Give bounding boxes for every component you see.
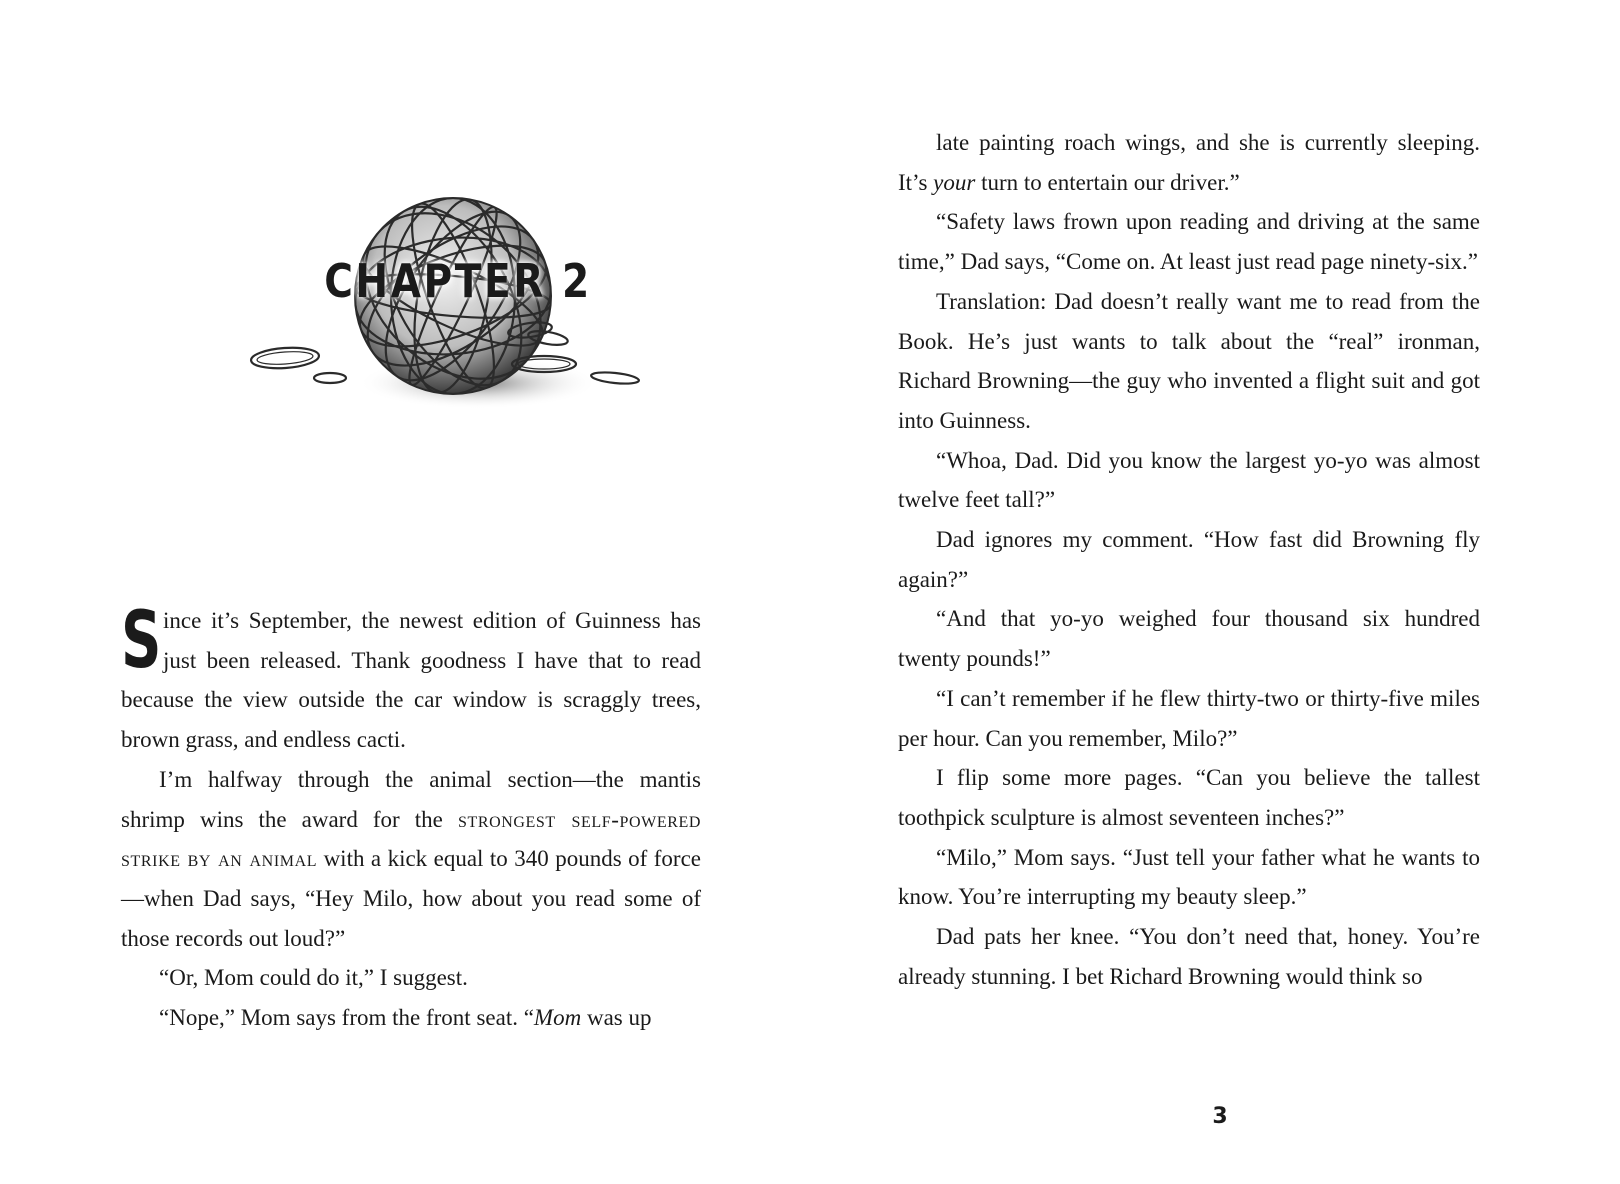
paragraph (121, 998, 701, 1038)
page-number: 3 (1212, 1104, 1228, 1129)
record-title: strongest self-powered strike by an animal (121, 806, 702, 872)
paragraph (121, 596, 701, 760)
chapter-header (248, 178, 668, 428)
paragraph: Translation: Dad doesn’t really want me to read from the Book. He’s just wants to talk about the “real” ironman, Richard Browning—the guy who invented a flight suit and got into Guinness. (898, 288, 1480, 433)
paragraph-text: “Or, Mom could do it,” I suggest. (159, 965, 468, 991)
paragraph (898, 123, 1480, 202)
paragraph: “I can’t remember if he flew thirty-two or thirty-five miles per hour. Can you remember, Milo?” (898, 685, 1480, 751)
right-page (810, 0, 1620, 1184)
drop-cap: S (121, 596, 162, 686)
paragraph: “Whoa, Dad. Did you know the largest yo-yo was almost twelve feet tall?” (898, 447, 1480, 513)
paragraph: Dad pats her knee. “You don’t need that, honey. You’re already stunning. I bet Richard Browning would think so (898, 924, 1480, 989)
paragraph (121, 760, 701, 959)
paragraph: Dad ignores my comment. “How fast did Browning fly again?” (898, 527, 1480, 592)
paragraph-text: I’m halfway through the animal section—the mantis shrimp wins the award for the (121, 766, 701, 832)
paragraph: “Safety laws frown upon reading and driving at the same time,” Dad says, “Come on. At least just read page ninety-six.” (898, 209, 1480, 275)
left-body-text (121, 596, 702, 1038)
paragraph-text: late painting roach wings, and she is currently sleeping. It’s (898, 130, 1480, 195)
right-body-text (898, 123, 1480, 996)
chapter-title: CHAPTER 2 (324, 254, 592, 308)
paragraph-text: with a kick equal to 340 pounds of force—when Dad says, “Hey Milo, how about you read some of those records out loud?” (121, 846, 701, 951)
paragraph-text: was up (581, 1005, 652, 1031)
paragraph: “And that yo-yo weighed four thousand six hundred twenty pounds!” (898, 606, 1480, 672)
paragraph-text: “Nope,” Mom says from the front seat. “ (159, 1005, 534, 1031)
emphasis: Mom (533, 1005, 582, 1031)
paragraph: I flip some more pages. “Can you believe the tallest toothpick sculpture is almost seventeen inches?” (898, 765, 1480, 830)
paragraph: “Milo,” Mom says. “Just tell your father what he wants to know. You’re interrupting my beauty sleep.” (898, 844, 1480, 910)
paragraph (121, 958, 701, 998)
paragraph-text: ince it’s September, the newest edition of Guinness has just been released. Thank goodness I have that to read because the view outside the car window is scraggly trees, brown grass, and endless cacti. (121, 608, 701, 753)
paragraph-text: turn to entertain our driver.” (975, 169, 1240, 195)
emphasis: your (933, 169, 976, 195)
